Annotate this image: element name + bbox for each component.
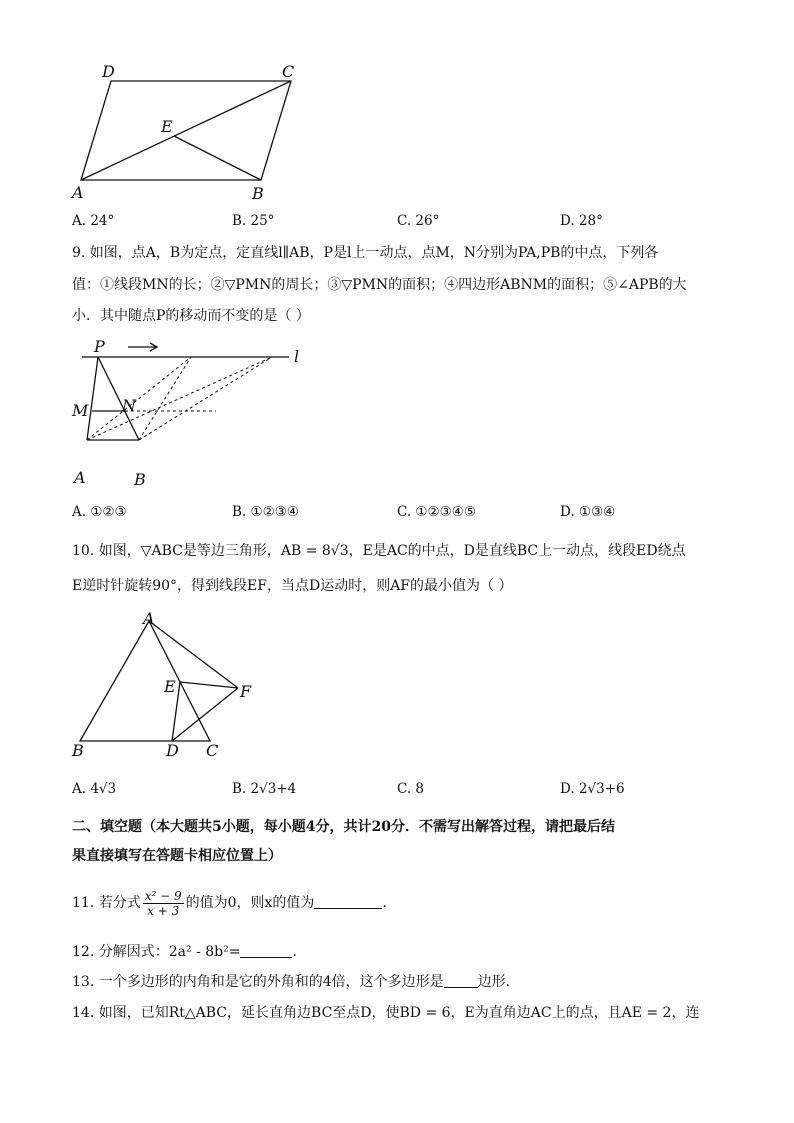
q14-text-line1: 14. 如图，已知Rt△ABC，延长直角边BC至点D，使BD = 6，E为直角边AC上的点，且AE = 2，连 (72, 1005, 700, 1021)
q9-dashed-a1 (87, 357, 191, 440)
q10-option-b[interactable]: B. 2√3+4 (232, 781, 297, 797)
q9-option-a[interactable]: A. ①②③ (72, 504, 127, 520)
q10-label-b: B (72, 741, 84, 760)
q10-option-a[interactable]: A. 4√3 (72, 781, 117, 797)
q10-label-c: C (206, 741, 219, 760)
q8-diagonal-ac (81, 81, 291, 180)
q11-denominator: x + 3 (147, 903, 180, 918)
q9-option-d[interactable]: D. ①③④ (560, 504, 616, 520)
q13-suffix: 边形． (477, 974, 520, 990)
q10-options (72, 781, 712, 801)
q9-dashed-a2 (87, 357, 272, 440)
q10-triangle-abc (80, 621, 210, 741)
q10-text-line2: E逆时针旋转90°，得到线段EF，当点D运动时，则AF的最小值为（ ） (72, 578, 513, 594)
q10-segment-df (172, 688, 238, 741)
section2-heading-line1: 二、填空题（本大题共5小题，每小题4分，共计20分．不需写出解答过程，请把最后结 (72, 819, 615, 835)
q10-label-d: D (166, 741, 179, 760)
q9-label-m: M (72, 401, 89, 420)
q8-label-d: D (102, 62, 115, 81)
q9-text-line2: 值：①线段MN的长；②▽PMN的周长；③▽PMN的面积；④四边形ABNM的面积；⑤∠APB的大 (72, 277, 687, 293)
section2-heading-line2: 果直接填写在答题卡相应位置上） (72, 848, 282, 864)
q8-options (72, 213, 712, 233)
q9-text-line3: 小．其中随点P的移动而不变的是（ ） (72, 308, 310, 324)
q9-figure (66, 335, 316, 495)
q9-text-line1: 9. 如图，点A，B为定点，定直线l∥AB，P是l上一动点，点M，N分别为PA,PB的中点，下列各 (72, 245, 659, 261)
q10-figure (66, 606, 266, 766)
q10-segment-ef (180, 682, 238, 688)
q12-end: ． (292, 944, 307, 960)
q10-option-d[interactable]: D. 2√3+6 (560, 781, 625, 797)
q8-label-c: C (282, 62, 295, 81)
q8-label-e: E (161, 117, 173, 136)
q9-option-c[interactable]: C. ①②③④⑤ (397, 504, 476, 520)
q12-prefix: 12. 分解因式：2a² - 8b²= (72, 944, 241, 960)
q9-dashed-b1 (139, 357, 191, 440)
q10-option-c[interactable]: C. 8 (397, 781, 425, 797)
q11-prefix: 11. 若分式 (72, 895, 141, 911)
q11-text (72, 886, 396, 920)
q9-label-a: A (74, 468, 86, 487)
q9-segment-pa (87, 357, 98, 440)
q10-segment-af (149, 621, 238, 688)
q8-option-b[interactable]: B. 25° (232, 213, 275, 229)
q8-option-c[interactable]: C. 26° (397, 213, 440, 229)
q10-label-e: E (164, 677, 176, 696)
q11-suffix: 的值为0，则x的值为 (185, 895, 315, 911)
q8-figure (66, 58, 316, 208)
q11-fraction (143, 889, 184, 918)
q11-answer-blank[interactable] (314, 894, 382, 909)
q12-text (72, 942, 306, 962)
q8-segment-eb (174, 136, 261, 180)
q10-label-f: F (240, 682, 252, 701)
q11-end: ． (382, 895, 397, 911)
q13-prefix: 13. 一个多边形的内角和是它的外角和的4倍，这个多边形是 (72, 974, 444, 990)
q8-label-a: A (72, 183, 84, 202)
q10-text-line1: 10. 如图，▽ABC是等边三角形，AB = 8√3，E是AC的中点，D是直线BC上一动点，线段ED绕点 (72, 543, 686, 559)
q9-label-b: B (134, 470, 146, 489)
q8-option-d[interactable]: D. 28° (560, 213, 603, 229)
q9-label-n: N (122, 396, 136, 415)
q9-option-b[interactable]: B. ①②③④ (232, 504, 299, 520)
q9-label-p: P (94, 337, 105, 356)
q12-answer-blank[interactable] (240, 943, 292, 958)
q9-label-l: l (294, 347, 300, 366)
q10-label-a: A (143, 609, 155, 628)
q8-option-a[interactable]: A. 24° (72, 213, 115, 229)
q11-numerator: x² − 9 (144, 888, 182, 903)
q8-label-b: B (252, 184, 264, 203)
q13-text (72, 972, 520, 992)
q9-options (72, 504, 712, 524)
q9-dashed-b2 (139, 357, 272, 440)
q13-answer-blank[interactable] (444, 973, 478, 988)
